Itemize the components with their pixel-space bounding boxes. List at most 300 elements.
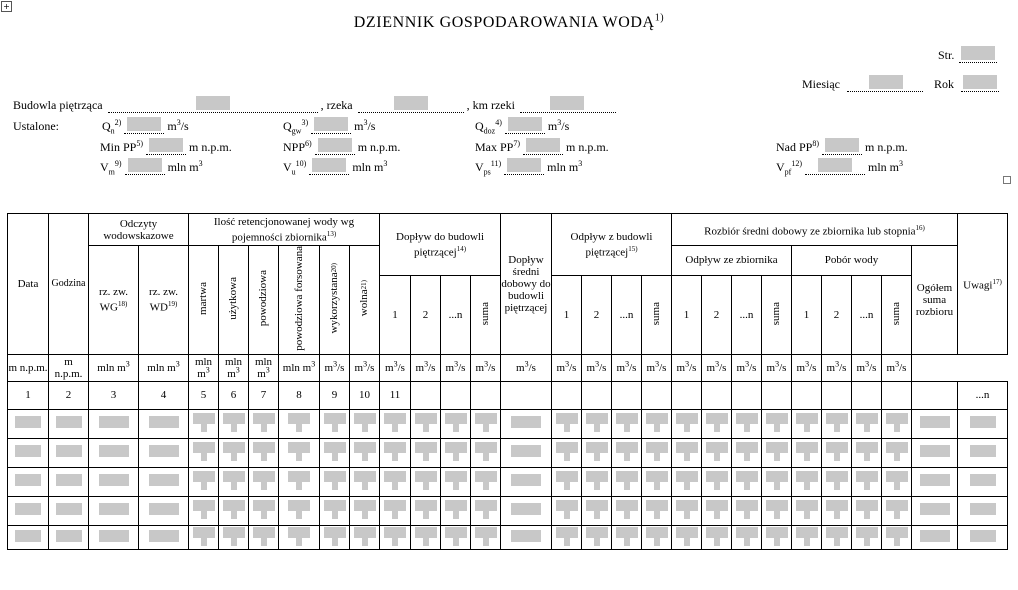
form-field[interactable] xyxy=(586,526,608,546)
table-cell[interactable] xyxy=(501,409,552,438)
form-field[interactable] xyxy=(511,530,541,542)
table-cell[interactable] xyxy=(642,409,672,438)
table-cell[interactable] xyxy=(882,525,912,549)
form-field[interactable] xyxy=(676,470,698,490)
form-field[interactable] xyxy=(415,499,437,519)
table-cell[interactable] xyxy=(89,438,139,467)
form-field[interactable] xyxy=(223,441,245,461)
table-cell[interactable] xyxy=(441,496,471,525)
form-field[interactable] xyxy=(511,416,541,428)
form-field[interactable] xyxy=(796,441,818,461)
form-field[interactable] xyxy=(676,526,698,546)
form-field[interactable] xyxy=(886,441,908,461)
table-cell[interactable] xyxy=(320,525,350,549)
table-cell[interactable] xyxy=(411,525,441,549)
form-field[interactable] xyxy=(253,441,275,461)
form-field[interactable] xyxy=(193,470,215,490)
table-cell[interactable] xyxy=(279,496,320,525)
table-cell[interactable] xyxy=(852,496,882,525)
form-field[interactable] xyxy=(56,445,82,457)
table-cell[interactable] xyxy=(89,409,139,438)
form-field[interactable] xyxy=(324,412,346,432)
form-field[interactable] xyxy=(970,474,996,486)
form-field[interactable] xyxy=(288,499,310,519)
table-cell[interactable] xyxy=(219,438,249,467)
table-cell[interactable] xyxy=(702,409,732,438)
table-cell[interactable] xyxy=(219,467,249,496)
table-cell[interactable] xyxy=(822,438,852,467)
form-field[interactable] xyxy=(796,526,818,546)
table-cell[interactable] xyxy=(350,525,380,549)
table-cell[interactable] xyxy=(552,467,582,496)
table-cell[interactable] xyxy=(219,525,249,549)
table-cell[interactable] xyxy=(350,438,380,467)
form-field[interactable] xyxy=(288,526,310,546)
form-field[interactable] xyxy=(149,530,179,542)
form-field[interactable] xyxy=(511,474,541,486)
form-field[interactable] xyxy=(586,499,608,519)
form-field[interactable] xyxy=(796,412,818,432)
table-cell[interactable] xyxy=(380,467,411,496)
table-cell[interactable] xyxy=(882,438,912,467)
form-field[interactable] xyxy=(676,412,698,432)
form-field[interactable] xyxy=(324,441,346,461)
table-cell[interactable] xyxy=(49,525,89,549)
form-field[interactable] xyxy=(445,412,467,432)
table-cell[interactable] xyxy=(732,496,762,525)
table-cell[interactable] xyxy=(139,496,189,525)
form-field[interactable] xyxy=(384,526,406,546)
form-field[interactable] xyxy=(556,499,578,519)
form-field[interactable] xyxy=(324,499,346,519)
form-field[interactable] xyxy=(511,503,541,515)
qgw-field[interactable] xyxy=(314,117,348,131)
table-cell[interactable] xyxy=(471,438,501,467)
page-number-field[interactable] xyxy=(961,46,995,60)
form-field[interactable] xyxy=(193,412,215,432)
table-cell[interactable] xyxy=(249,525,279,549)
table-cell[interactable] xyxy=(139,409,189,438)
form-field[interactable] xyxy=(193,441,215,461)
table-cell[interactable] xyxy=(189,467,219,496)
form-field[interactable] xyxy=(766,412,788,432)
table-cell[interactable] xyxy=(762,409,792,438)
form-field[interactable] xyxy=(736,441,758,461)
form-field[interactable] xyxy=(766,499,788,519)
table-cell[interactable] xyxy=(501,467,552,496)
table-move-handle-icon[interactable]: + xyxy=(1,1,12,12)
table-cell[interactable] xyxy=(441,467,471,496)
form-field[interactable] xyxy=(970,503,996,515)
table-cell[interactable] xyxy=(912,496,958,525)
form-field[interactable] xyxy=(706,526,728,546)
form-field[interactable] xyxy=(15,445,41,457)
table-cell[interactable] xyxy=(89,496,139,525)
table-cell[interactable] xyxy=(552,438,582,467)
table-cell[interactable] xyxy=(279,438,320,467)
form-field[interactable] xyxy=(475,499,497,519)
table-cell[interactable] xyxy=(189,409,219,438)
table-cell[interactable] xyxy=(612,525,642,549)
table-cell[interactable] xyxy=(89,525,139,549)
table-cell[interactable] xyxy=(822,467,852,496)
table-cell[interactable] xyxy=(380,438,411,467)
table-cell[interactable] xyxy=(411,409,441,438)
table-cell[interactable] xyxy=(702,496,732,525)
table-cell[interactable] xyxy=(441,438,471,467)
form-field[interactable] xyxy=(736,499,758,519)
table-cell[interactable] xyxy=(958,496,1008,525)
table-cell[interactable] xyxy=(380,525,411,549)
npp-field[interactable] xyxy=(318,138,352,152)
table-cell[interactable] xyxy=(822,496,852,525)
table-cell[interactable] xyxy=(732,409,762,438)
month-field[interactable] xyxy=(869,75,903,89)
table-cell[interactable] xyxy=(552,496,582,525)
form-field[interactable] xyxy=(616,499,638,519)
form-field[interactable] xyxy=(556,526,578,546)
form-field[interactable] xyxy=(920,474,950,486)
table-cell[interactable] xyxy=(552,525,582,549)
form-field[interactable] xyxy=(475,412,497,432)
table-cell[interactable] xyxy=(501,496,552,525)
form-field[interactable] xyxy=(253,499,275,519)
form-field[interactable] xyxy=(56,416,82,428)
table-cell[interactable] xyxy=(350,409,380,438)
form-field[interactable] xyxy=(676,441,698,461)
table-cell[interactable] xyxy=(912,409,958,438)
resize-handle-icon[interactable] xyxy=(1003,176,1011,184)
table-cell[interactable] xyxy=(552,409,582,438)
table-cell[interactable] xyxy=(702,467,732,496)
form-field[interactable] xyxy=(826,526,848,546)
form-field[interactable] xyxy=(475,526,497,546)
table-cell[interactable] xyxy=(49,409,89,438)
form-field[interactable] xyxy=(886,412,908,432)
form-field[interactable] xyxy=(193,499,215,519)
table-cell[interactable] xyxy=(8,525,49,549)
vps-field[interactable] xyxy=(507,158,541,172)
structure-field[interactable] xyxy=(196,96,230,110)
qdoz-field[interactable] xyxy=(508,117,542,131)
form-field[interactable] xyxy=(354,526,376,546)
table-cell[interactable] xyxy=(642,467,672,496)
table-cell[interactable] xyxy=(882,496,912,525)
table-cell[interactable] xyxy=(139,525,189,549)
form-field[interactable] xyxy=(826,412,848,432)
form-field[interactable] xyxy=(856,470,878,490)
table-cell[interactable] xyxy=(852,525,882,549)
form-field[interactable] xyxy=(445,470,467,490)
table-cell[interactable] xyxy=(441,409,471,438)
table-cell[interactable] xyxy=(411,438,441,467)
river-field[interactable] xyxy=(394,96,428,110)
form-field[interactable] xyxy=(149,474,179,486)
table-cell[interactable] xyxy=(49,438,89,467)
table-cell[interactable] xyxy=(882,409,912,438)
form-field[interactable] xyxy=(384,470,406,490)
form-field[interactable] xyxy=(886,470,908,490)
form-field[interactable] xyxy=(384,412,406,432)
form-field[interactable] xyxy=(920,445,950,457)
table-cell[interactable] xyxy=(189,438,219,467)
table-cell[interactable] xyxy=(8,438,49,467)
form-field[interactable] xyxy=(616,526,638,546)
form-field[interactable] xyxy=(384,499,406,519)
form-field[interactable] xyxy=(354,441,376,461)
form-field[interactable] xyxy=(223,526,245,546)
form-field[interactable] xyxy=(706,412,728,432)
nadpp-field[interactable] xyxy=(825,138,859,152)
table-cell[interactable] xyxy=(912,525,958,549)
table-cell[interactable] xyxy=(279,525,320,549)
table-cell[interactable] xyxy=(958,409,1008,438)
table-cell[interactable] xyxy=(822,525,852,549)
table-cell[interactable] xyxy=(350,467,380,496)
form-field[interactable] xyxy=(970,530,996,542)
form-field[interactable] xyxy=(288,470,310,490)
form-field[interactable] xyxy=(415,441,437,461)
table-cell[interactable] xyxy=(49,467,89,496)
form-field[interactable] xyxy=(796,470,818,490)
form-field[interactable] xyxy=(56,474,82,486)
form-field[interactable] xyxy=(149,503,179,515)
table-cell[interactable] xyxy=(8,467,49,496)
form-field[interactable] xyxy=(556,470,578,490)
form-field[interactable] xyxy=(223,499,245,519)
table-cell[interactable] xyxy=(320,496,350,525)
table-cell[interactable] xyxy=(642,496,672,525)
form-field[interactable] xyxy=(886,526,908,546)
table-cell[interactable] xyxy=(279,467,320,496)
table-cell[interactable] xyxy=(732,467,762,496)
form-field[interactable] xyxy=(856,412,878,432)
form-field[interactable] xyxy=(99,530,129,542)
table-cell[interactable] xyxy=(471,409,501,438)
form-field[interactable] xyxy=(253,526,275,546)
form-field[interactable] xyxy=(56,530,82,542)
vpf-field[interactable] xyxy=(818,158,852,172)
table-cell[interactable] xyxy=(8,409,49,438)
form-field[interactable] xyxy=(223,470,245,490)
table-cell[interactable] xyxy=(249,467,279,496)
table-cell[interactable] xyxy=(958,525,1008,549)
form-field[interactable] xyxy=(766,526,788,546)
table-cell[interactable] xyxy=(189,496,219,525)
form-field[interactable] xyxy=(288,441,310,461)
table-cell[interactable] xyxy=(471,525,501,549)
form-field[interactable] xyxy=(354,499,376,519)
form-field[interactable] xyxy=(415,412,437,432)
form-field[interactable] xyxy=(511,445,541,457)
table-cell[interactable] xyxy=(732,438,762,467)
form-field[interactable] xyxy=(15,474,41,486)
form-field[interactable] xyxy=(736,470,758,490)
form-field[interactable] xyxy=(586,470,608,490)
table-cell[interactable] xyxy=(958,467,1008,496)
table-cell[interactable] xyxy=(672,409,702,438)
form-field[interactable] xyxy=(796,499,818,519)
form-field[interactable] xyxy=(856,499,878,519)
km-field[interactable] xyxy=(550,96,584,110)
minpp-field[interactable] xyxy=(149,138,183,152)
form-field[interactable] xyxy=(826,470,848,490)
table-cell[interactable] xyxy=(792,525,822,549)
form-field[interactable] xyxy=(646,441,668,461)
table-cell[interactable] xyxy=(582,438,612,467)
form-field[interactable] xyxy=(706,441,728,461)
form-field[interactable] xyxy=(736,526,758,546)
form-field[interactable] xyxy=(736,412,758,432)
form-field[interactable] xyxy=(223,412,245,432)
form-field[interactable] xyxy=(646,412,668,432)
table-cell[interactable] xyxy=(792,496,822,525)
form-field[interactable] xyxy=(970,416,996,428)
form-field[interactable] xyxy=(445,499,467,519)
table-cell[interactable] xyxy=(792,467,822,496)
form-field[interactable] xyxy=(384,441,406,461)
form-field[interactable] xyxy=(970,445,996,457)
table-cell[interactable] xyxy=(320,438,350,467)
form-field[interactable] xyxy=(766,470,788,490)
table-cell[interactable] xyxy=(139,438,189,467)
form-field[interactable] xyxy=(354,470,376,490)
form-field[interactable] xyxy=(99,503,129,515)
table-cell[interactable] xyxy=(612,496,642,525)
table-cell[interactable] xyxy=(249,438,279,467)
form-field[interactable] xyxy=(646,470,668,490)
table-cell[interactable] xyxy=(612,438,642,467)
table-cell[interactable] xyxy=(380,496,411,525)
form-field[interactable] xyxy=(324,526,346,546)
table-cell[interactable] xyxy=(411,496,441,525)
form-field[interactable] xyxy=(99,474,129,486)
table-cell[interactable] xyxy=(762,496,792,525)
table-cell[interactable] xyxy=(249,496,279,525)
table-cell[interactable] xyxy=(471,496,501,525)
form-field[interactable] xyxy=(826,499,848,519)
form-field[interactable] xyxy=(288,412,310,432)
form-field[interactable] xyxy=(556,412,578,432)
form-field[interactable] xyxy=(586,441,608,461)
table-cell[interactable] xyxy=(189,525,219,549)
form-field[interactable] xyxy=(415,470,437,490)
table-cell[interactable] xyxy=(612,409,642,438)
form-field[interactable] xyxy=(616,441,638,461)
form-field[interactable] xyxy=(586,412,608,432)
form-field[interactable] xyxy=(616,470,638,490)
form-field[interactable] xyxy=(826,441,848,461)
form-field[interactable] xyxy=(475,441,497,461)
table-cell[interactable] xyxy=(852,438,882,467)
table-cell[interactable] xyxy=(411,467,441,496)
form-field[interactable] xyxy=(193,526,215,546)
form-field[interactable] xyxy=(920,503,950,515)
form-field[interactable] xyxy=(15,530,41,542)
table-cell[interactable] xyxy=(642,525,672,549)
form-field[interactable] xyxy=(99,416,129,428)
vm-field[interactable] xyxy=(128,158,162,172)
form-field[interactable] xyxy=(445,441,467,461)
table-cell[interactable] xyxy=(582,525,612,549)
form-field[interactable] xyxy=(706,470,728,490)
table-cell[interactable] xyxy=(350,496,380,525)
table-cell[interactable] xyxy=(612,467,642,496)
table-cell[interactable] xyxy=(380,409,411,438)
form-field[interactable] xyxy=(15,503,41,515)
table-cell[interactable] xyxy=(672,467,702,496)
table-cell[interactable] xyxy=(958,438,1008,467)
table-cell[interactable] xyxy=(219,496,249,525)
table-cell[interactable] xyxy=(852,409,882,438)
form-field[interactable] xyxy=(253,470,275,490)
table-cell[interactable] xyxy=(672,496,702,525)
table-cell[interactable] xyxy=(732,525,762,549)
table-cell[interactable] xyxy=(672,525,702,549)
table-cell[interactable] xyxy=(912,467,958,496)
qn-field[interactable] xyxy=(127,117,161,131)
vu-field[interactable] xyxy=(312,158,346,172)
table-cell[interactable] xyxy=(762,467,792,496)
form-field[interactable] xyxy=(253,412,275,432)
table-cell[interactable] xyxy=(320,409,350,438)
maxpp-field[interactable] xyxy=(526,138,560,152)
table-cell[interactable] xyxy=(882,467,912,496)
form-field[interactable] xyxy=(15,416,41,428)
table-cell[interactable] xyxy=(642,438,672,467)
table-cell[interactable] xyxy=(912,438,958,467)
table-cell[interactable] xyxy=(249,409,279,438)
table-cell[interactable] xyxy=(219,409,249,438)
table-cell[interactable] xyxy=(792,438,822,467)
table-cell[interactable] xyxy=(822,409,852,438)
form-field[interactable] xyxy=(920,530,950,542)
table-cell[interactable] xyxy=(279,409,320,438)
year-field[interactable] xyxy=(963,75,997,89)
form-field[interactable] xyxy=(475,470,497,490)
form-field[interactable] xyxy=(706,499,728,519)
form-field[interactable] xyxy=(886,499,908,519)
form-field[interactable] xyxy=(354,412,376,432)
table-cell[interactable] xyxy=(792,409,822,438)
form-field[interactable] xyxy=(766,441,788,461)
form-field[interactable] xyxy=(646,526,668,546)
form-field[interactable] xyxy=(856,441,878,461)
form-field[interactable] xyxy=(616,412,638,432)
form-field[interactable] xyxy=(920,416,950,428)
form-field[interactable] xyxy=(149,445,179,457)
form-field[interactable] xyxy=(99,445,129,457)
table-cell[interactable] xyxy=(672,438,702,467)
table-cell[interactable] xyxy=(471,467,501,496)
table-cell[interactable] xyxy=(49,496,89,525)
table-cell[interactable] xyxy=(582,467,612,496)
form-field[interactable] xyxy=(415,526,437,546)
table-cell[interactable] xyxy=(582,496,612,525)
form-field[interactable] xyxy=(556,441,578,461)
table-cell[interactable] xyxy=(501,438,552,467)
table-cell[interactable] xyxy=(702,438,732,467)
table-cell[interactable] xyxy=(441,525,471,549)
form-field[interactable] xyxy=(676,499,698,519)
table-cell[interactable] xyxy=(89,467,139,496)
table-cell[interactable] xyxy=(139,467,189,496)
table-cell[interactable] xyxy=(852,467,882,496)
table-cell[interactable] xyxy=(582,409,612,438)
form-field[interactable] xyxy=(856,526,878,546)
form-field[interactable] xyxy=(646,499,668,519)
table-cell[interactable] xyxy=(762,438,792,467)
